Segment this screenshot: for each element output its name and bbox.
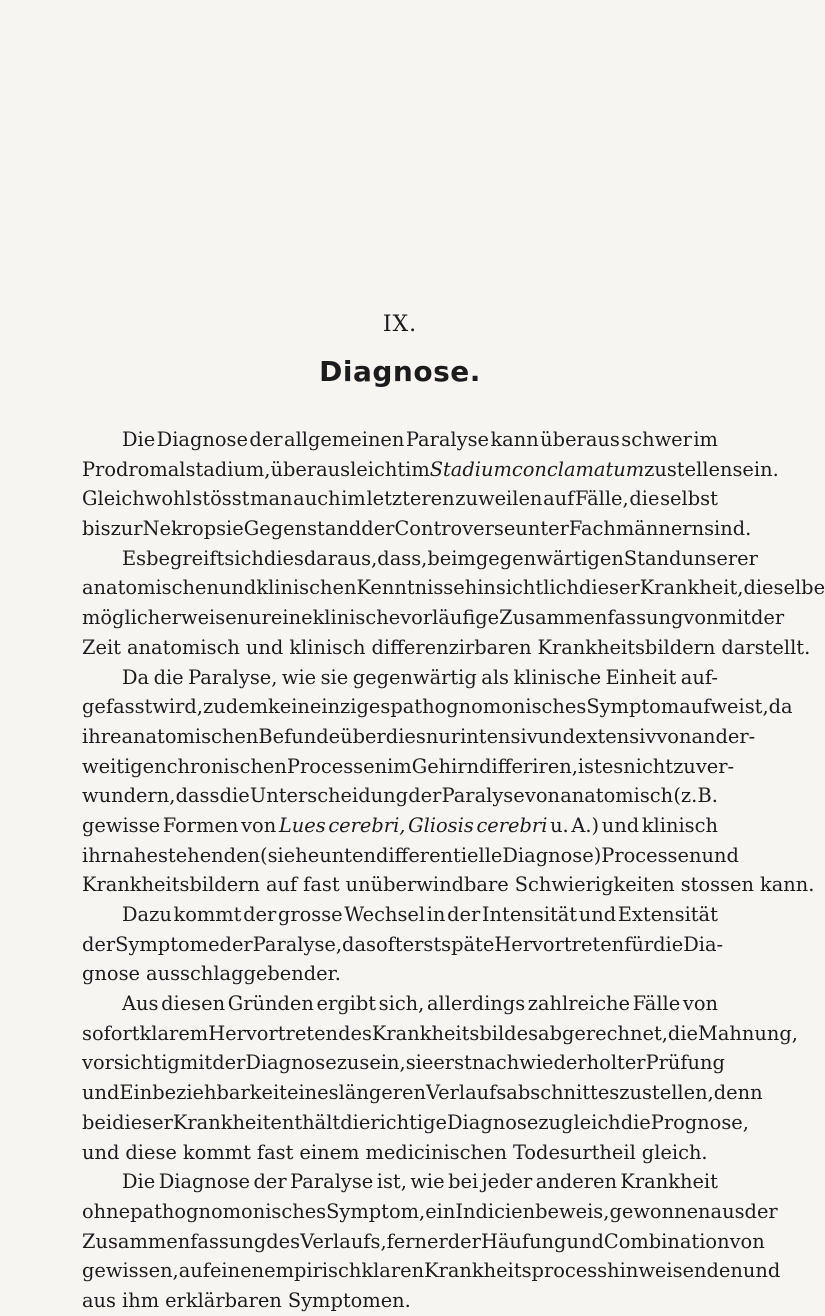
text-line: anatomischen und klinischen Kenntnisse hinsichtlich dieser Krankheit, dieselbe [82, 576, 825, 600]
text-line: bei dieser Krankheit enthält die richtige Diagnose zugleich die Prognose, [82, 1110, 749, 1134]
chapter-title: Diagnose. [319, 355, 481, 388]
text-line: Gleichwohl stösst man auch im letzteren zuweilen auf Fälle, die selbst [82, 487, 718, 511]
text-line: gewissen, auf einen empirisch klaren Krankheitsprocess hinweisenden und [82, 1259, 781, 1283]
text-line: bis zur Nekropsie Gegenstand der Controverse unter Fachmännern sind. [82, 517, 752, 541]
body-text [82, 425, 825, 1316]
text-line: ohne pathognomonisches Symptom, ein Indicienbeweis, gewonnen aus der [82, 1199, 778, 1223]
text-line: wundern, dass die Unterscheidung der Paralyse von anatomisch (z. B. [82, 784, 718, 808]
text-line: Zeit anatomisch und klinisch differenzirbaren Krankheitsbildern darstellt. [82, 635, 811, 659]
text-line: vorsichtig mit der Diagnose zu sein, sie erst nach wiederholter Prüfung [82, 1051, 725, 1075]
text-line: Prodromalstadium, überaus leicht im Stadium conclamatum zu stellen sein. [82, 457, 779, 481]
text-line: Zusammenfassung des Verlaufs, ferner der Häufung und Combination von [82, 1229, 765, 1253]
chapter-number: IX. [382, 312, 418, 337]
text-line: gefasst wird, zudem kein einziges pathognomonisches Symptom aufweist, da [82, 695, 793, 719]
text-line: Dazu kommt der grosse Wechsel in der Intensität und Extensität [122, 903, 718, 926]
text-line: möglicherweise nur eine klinische vorläufige Zusammenfassung von mit der [82, 606, 785, 630]
text-line: ihr nahestehenden (siehe unten differentielle Diagnose) Processen und [82, 843, 739, 867]
text-line: Es begreift sich dies daraus, dass, beim gegenwärtigen Stand unserer [122, 546, 758, 570]
text-line: und Einbeziehbarkeit eines längeren Verlaufsabschnittes zu stellen, denn [82, 1081, 763, 1105]
text-line: sofort klarem Hervortreten des Krankheitsbildes abgerechnet, die Mahnung, [82, 1021, 798, 1045]
text-line: und diese kommt fast einem medicinischen Todesurtheil gleich. [82, 1140, 708, 1164]
text-line: Krankheitsbildern auf fast unüberwindbare Schwierigkeiten stossen kann. [82, 873, 815, 897]
text-line: Aus diesen Gründen ergibt sich, allerdings zahlreiche Fälle von [122, 992, 718, 1016]
text-line: gnose ausschlaggebender. [82, 962, 341, 986]
text-line: aus ihm erklärbaren Symptomen. [82, 1288, 411, 1312]
text-line: ihre anatomischen Befunde überdies nur intensiv und extensiv von ander- [82, 724, 756, 748]
text-line: Die Diagnose der allgemeinen Paralyse kann überaus schwer im [122, 428, 718, 451]
text-line: Da die Paralyse, wie sie gegenwärtig als klinische Einheit auf- [122, 665, 718, 689]
text-line: gewisse Formen von Lues cerebri, Gliosis cerebri u. A.) und klinisch [82, 813, 718, 837]
text-line: weitigen chronischen Processen im Gehirn differiren, ist es nicht zu ver- [82, 754, 735, 778]
text-line: Die Diagnose der Paralyse ist, wie bei jeder anderen Krankheit [122, 1170, 718, 1194]
text-line: der Symptome der Paralyse, das oft erst späte Hervortreten für die Dia- [82, 932, 724, 956]
